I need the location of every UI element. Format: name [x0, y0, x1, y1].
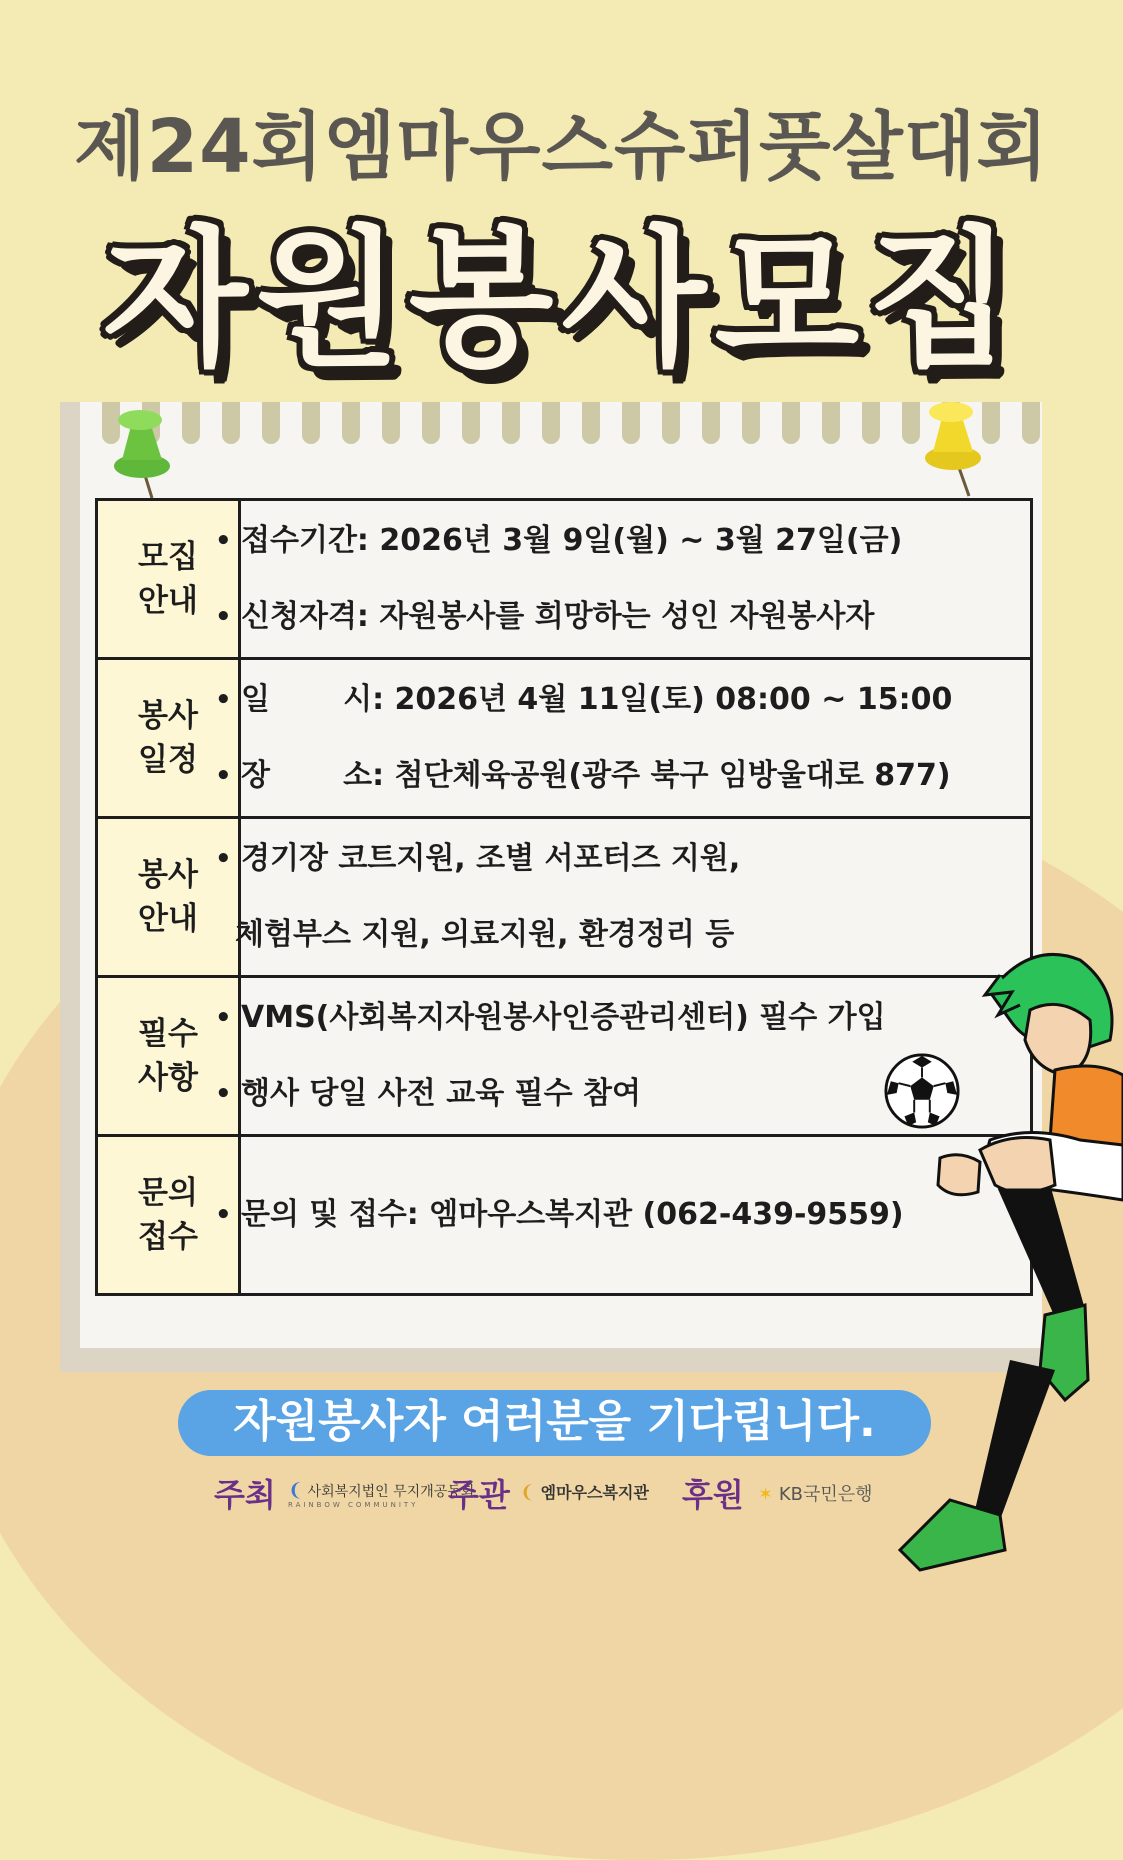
green-pushpin-icon	[92, 402, 182, 502]
notepad-ring	[342, 402, 360, 444]
notepad-ring	[822, 402, 840, 444]
notepad-ring	[622, 402, 640, 444]
notepad-ring	[782, 402, 800, 444]
notepad-ring	[462, 402, 480, 444]
organizer-label: 주관	[448, 1476, 510, 1514]
list-item: • 접수기간: 2026년 3월 9일(월) ~ 3월 27일(금)	[241, 503, 1030, 579]
row-body	[240, 659, 1032, 818]
rainbow-logo-icon: ❨	[288, 1480, 304, 1501]
row-header: 봉사 일정	[97, 659, 240, 818]
notepad-ring	[862, 402, 880, 444]
host-org-name: 사회복지법인 무지개공동회	[307, 1484, 475, 1500]
notepad-ring	[222, 402, 240, 444]
notepad-ring	[262, 402, 280, 444]
table-row	[97, 500, 1032, 659]
notepad-ring	[1022, 402, 1040, 444]
sponsor-org-name: KB국민은행	[778, 1484, 873, 1505]
organizer-org-name: 엠마우스복지관	[540, 1483, 649, 1502]
yellow-pushpin-icon	[905, 392, 1000, 507]
organizer-org	[520, 1480, 649, 1503]
call-to-action-banner: 자원봉사자 여러분을 기다립니다.	[178, 1390, 931, 1456]
list-item: • 신청자격: 자원봉사를 희망하는 성인 자원봉사자	[241, 579, 1030, 655]
host-org-english: RAINBOW COMMUNITY	[288, 1501, 419, 1509]
list-item: • 장 소: 첨단체육공원(광주 북구 임방울대로 877)	[241, 738, 1030, 814]
host-org	[288, 1480, 474, 1509]
list-item: • VMS(사회복지자원봉사인증관리센터) 필수 가입	[241, 980, 1030, 1056]
notepad-ring	[302, 402, 320, 444]
notepad-ring	[182, 402, 200, 444]
sponsor-org	[758, 1480, 873, 1506]
notepad-ring	[542, 402, 560, 444]
notepad-ring	[502, 402, 520, 444]
emmaus-logo-icon: ❨	[520, 1482, 536, 1503]
kb-star-icon: ✶	[758, 1484, 774, 1505]
list-item: • 경기장 코트지원, 조별 서포터즈 지원,	[241, 821, 1030, 897]
notepad-ring	[662, 402, 680, 444]
host-label: 주최	[214, 1476, 276, 1514]
event-subtitle: 제24회엠마우스슈퍼풋살대회	[74, 104, 1049, 190]
notepad-rings	[80, 402, 1042, 452]
notepad-ring	[702, 402, 720, 444]
notepad-ring	[382, 402, 400, 444]
notepad-ring	[422, 402, 440, 444]
list-item: • 행사 당일 사전 교육 필수 참여	[241, 1056, 1030, 1132]
table-row	[97, 659, 1032, 818]
row-header: 필수 사항	[97, 977, 240, 1136]
notepad-ring	[742, 402, 760, 444]
list-item: • 문의 및 접수: 엠마우스복지관 (062-439-9559)	[241, 1177, 1030, 1253]
list-item-continuation: 체험부스 지원, 의료지원, 환경정리 등	[235, 917, 735, 952]
list-item: • 일 시: 2026년 4월 11일(토) 08:00 ~ 15:00	[241, 662, 1030, 738]
row-header: 모집 안내	[97, 500, 240, 659]
row-header: 봉사 안내	[97, 818, 240, 977]
row-body	[240, 500, 1032, 659]
soccer-player-illustration	[880, 900, 1123, 1587]
notepad-ring	[582, 402, 600, 444]
row-header: 문의 접수	[97, 1136, 240, 1295]
sponsor-label: 후원	[682, 1476, 744, 1514]
poster-title: 자원봉사모집	[102, 213, 1021, 387]
